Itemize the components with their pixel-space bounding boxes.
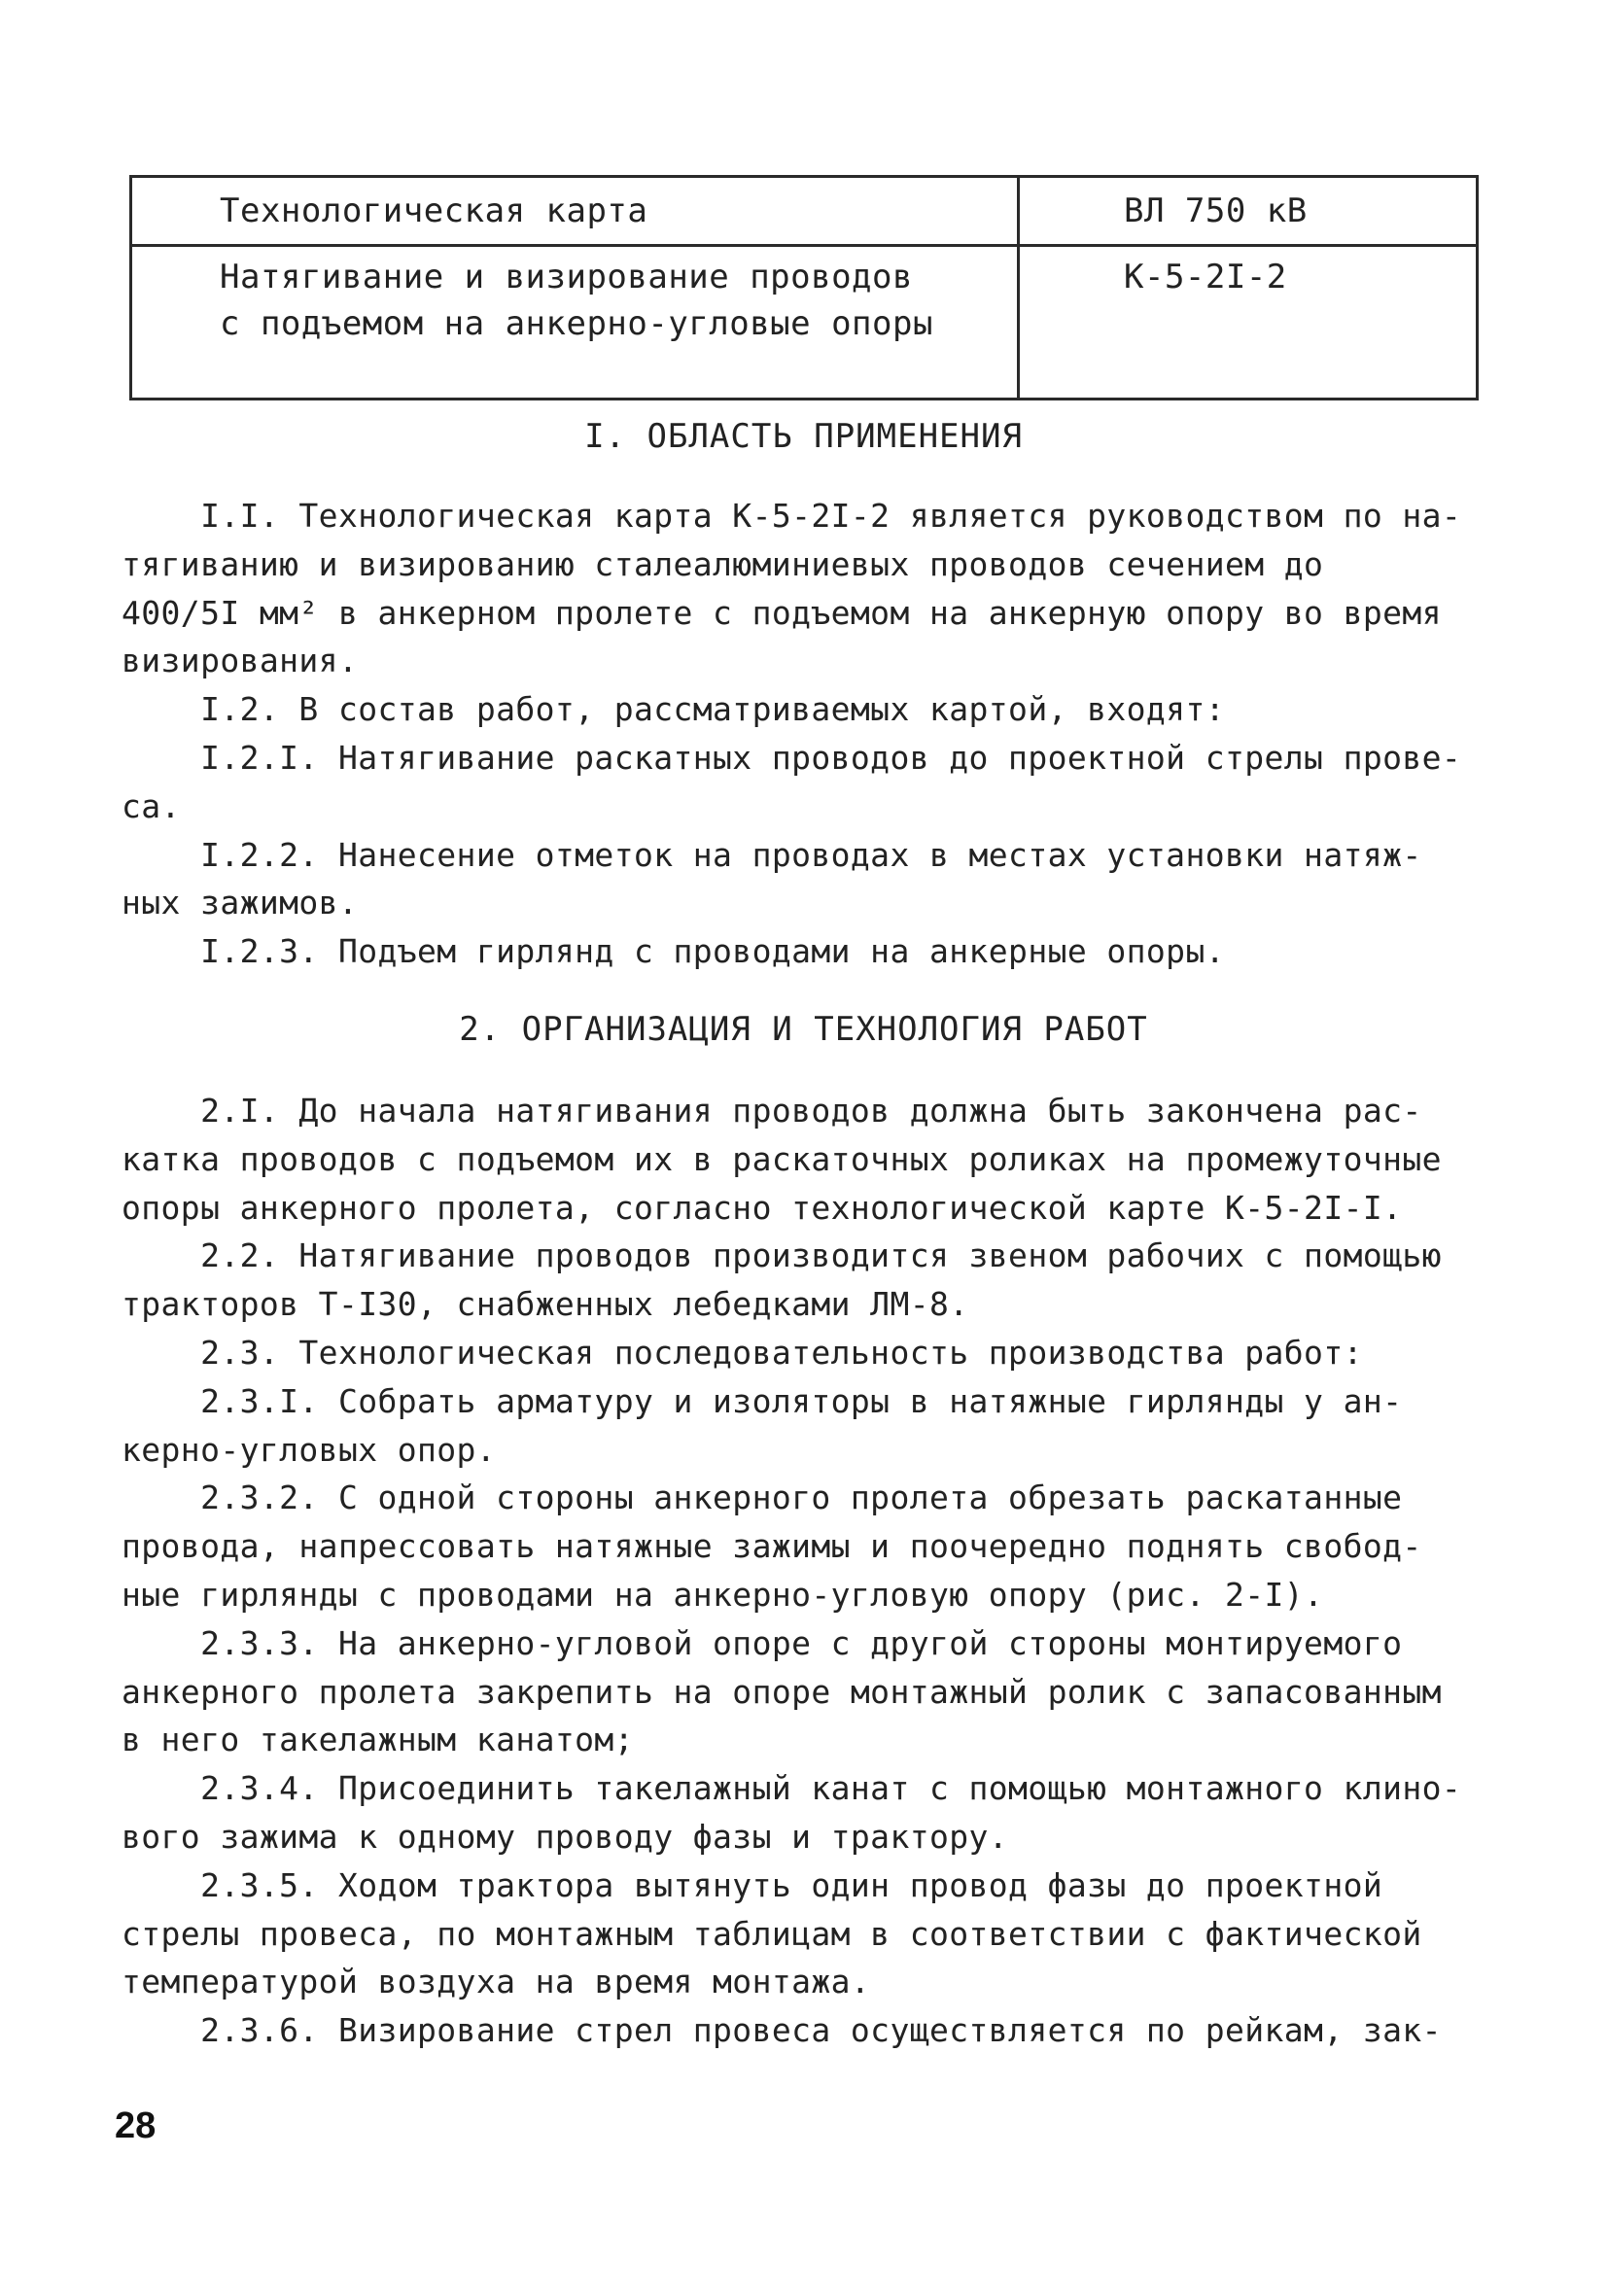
card-number-cell: К-5-2I-2 bbox=[1124, 258, 1287, 296]
line-code-cell: ВЛ 750 кВ bbox=[1124, 191, 1308, 230]
doc-title-cell: Натягивание и визирование проводов с подъемом на анкерно-угловые опоры bbox=[220, 258, 933, 343]
section-1-text: I.I. Технологическая карта К-5-2I-2 является руководством по на- тягиванию и визированию сталеалюминиевых проводов сечением до 400/5I мм² в анкерном пролете с подъемом на анкерную опору во время визирования. I.2. В состав работ, рассматриваемых картой, входят: I.2.I. Натягивание раскатных проводов до проектной стрелы прове- са. I.2.2. Нанесение отметок на проводах в местах установки натяж- ных зажимов. I.2.3. Подъем гирлянд с проводами на анкерные опоры. bbox=[122, 497, 1462, 971]
table-divider-horizontal bbox=[132, 244, 1476, 247]
section-1-heading: I. ОБЛАСТЬ ПРИМЕНЕНИЯ bbox=[584, 417, 1023, 456]
page-number: 28 bbox=[115, 2105, 157, 2146]
section-2-text: 2.I. До начала натягивания проводов должна быть закончена рас- катка проводов с подъемом их в раскаточных роликах на промежуточные опоры анкерного пролета, согласно технологической карте К-5-2I-I. 2.2. Натягивание проводов производится звеном рабочих с помощью тракторов Т-I30, снабженных лебедками ЛМ-8. 2.3. Технологическая последовательность производства работ: 2.3.I. Собрать арматуру и изоляторы в натяжные гирлянды у ан- керно-угловых опор. 2.3.2. С одной стороны анкерного пролета обрезать раскатанные провода, напрессовать натяжные зажимы и поочередно поднять свобод- ные гирлянды с проводами на анкерно-угловую опору (рис. 2-I). 2.3.3. На анкерно-угловой опоре с другой стороны монтируемого анкерного пролета закрепить на опоре монтажный ролик с запасованным в него такелажным канатом; 2.3.4. Присоединить такелажный канат с помощью монтажного клино- вого зажима к одному проводу фазы и трактору. 2.3.5. Ходом трактора вытянуть один провод фазы до проектной стрелы провеса, по монтажным таблицам в соответствии с фактической температурой воздуха на время монтажа. 2.3.6. Визирование стрел провеса осуществляется по рейкам, зак- bbox=[122, 1092, 1462, 2050]
doc-type-cell: Технологическая карта bbox=[220, 191, 648, 230]
section-2-heading: 2. ОРГАНИЗАЦИЯ И ТЕХНОЛОГИЯ РАБОТ bbox=[459, 1010, 1148, 1049]
header-table bbox=[129, 175, 1479, 400]
table-divider-vertical bbox=[1017, 178, 1020, 398]
